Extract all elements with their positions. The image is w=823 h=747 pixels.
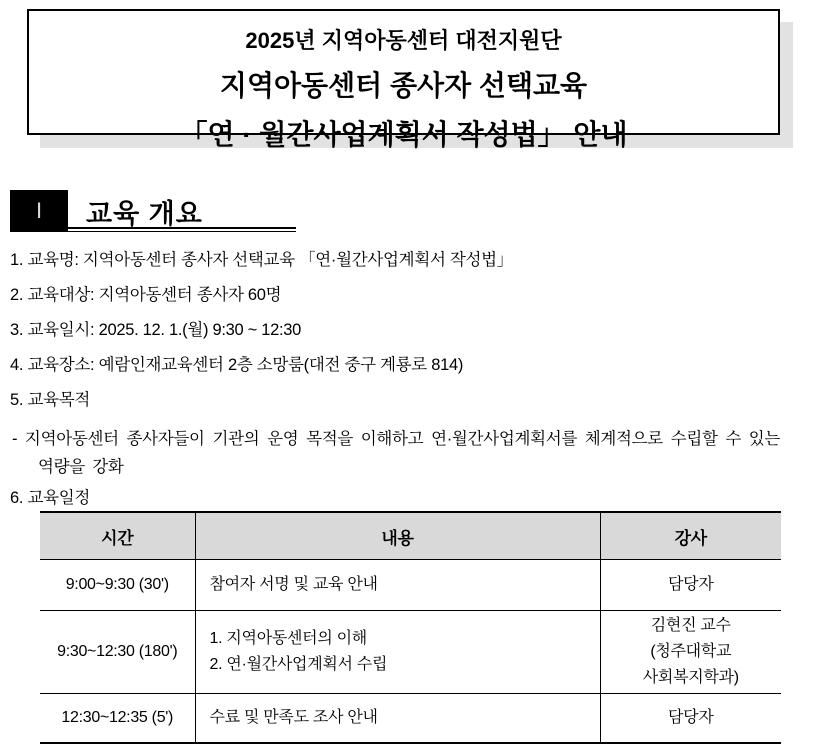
- cell-content-line: 1. 지역아동센터의 이해: [209, 630, 367, 647]
- cell-lecturer-line: 담당자: [668, 709, 714, 726]
- list-item-schedule: 6. 교육일정: [10, 489, 91, 507]
- title-box: [27, 9, 780, 150]
- cell-lecturer-line: (청주대학교: [650, 643, 732, 660]
- cell-content: [195, 611, 600, 694]
- cell-time: 9:00~9:30 (30'): [40, 560, 195, 611]
- table-header-time: 시간: [40, 512, 195, 560]
- cell-lecturer-line: 사회복지학과): [642, 669, 739, 686]
- cell-lecturer: [600, 694, 781, 744]
- table-row: [40, 611, 781, 694]
- list-item-datetime: 3. 교육일시: 2025. 12. 1.(월) 9:30 ~ 12:30: [10, 321, 302, 339]
- title-line-2: 지역아동센터 종사자 선택교육: [219, 70, 588, 101]
- table-header-lecturer: 강사: [600, 512, 781, 560]
- cell-lecturer: [600, 611, 781, 694]
- cell-lecturer: [600, 560, 781, 611]
- section-numeral: I: [35, 198, 43, 223]
- cell-time: 9:30~12:30 (180'): [40, 611, 195, 694]
- list-item-target: 2. 교육대상: 지역아동센터 종사자 60명: [10, 286, 282, 304]
- table-header-row: [40, 512, 781, 560]
- cell-content-line: 수료 및 만족도 조사 안내: [209, 709, 378, 726]
- section-numeral-box: [10, 190, 68, 232]
- list-item-course-name: 1. 교육명: 지역아동센터 종사자 선택교육 「연·월간사업계획서 작성법」: [10, 251, 513, 269]
- table-header-content: 내용: [195, 512, 600, 560]
- table-row: [40, 560, 781, 611]
- title-line-3: 「연 · 월간사업계획서 작성법」 안내: [179, 119, 628, 150]
- list-item-location: 4. 교육장소: 예람인재교육센터 2층 소망룸(대전 중구 계룡로 814): [10, 356, 464, 374]
- list-item-purpose: 5. 교육목적: [10, 391, 91, 409]
- cell-lecturer-line: 담당자: [668, 576, 714, 593]
- cell-content-line: 참여자 서명 및 교육 안내: [209, 576, 378, 593]
- section-title: 교육 개요: [86, 199, 203, 229]
- overview-list: [10, 250, 780, 523]
- table-row: [40, 694, 781, 744]
- cell-content: [195, 694, 600, 744]
- schedule-table: [40, 511, 781, 744]
- cell-lecturer-line: 김현진 교수: [650, 617, 731, 634]
- purpose-detail: - 지역아동센터 종사자들이 기관의 운영 목적을 이해하고 연·월간사업계획서를 체계적으로 수립할 수 있는 역량을 강화: [12, 430, 780, 476]
- title-line-1: 2025년 지역아동센터 대전지원단: [245, 28, 562, 53]
- cell-time: 12:30~12:35 (5'): [40, 694, 195, 744]
- cell-content: [195, 560, 600, 611]
- cell-content-line: 2. 연·월간사업계획서 수립: [209, 656, 388, 673]
